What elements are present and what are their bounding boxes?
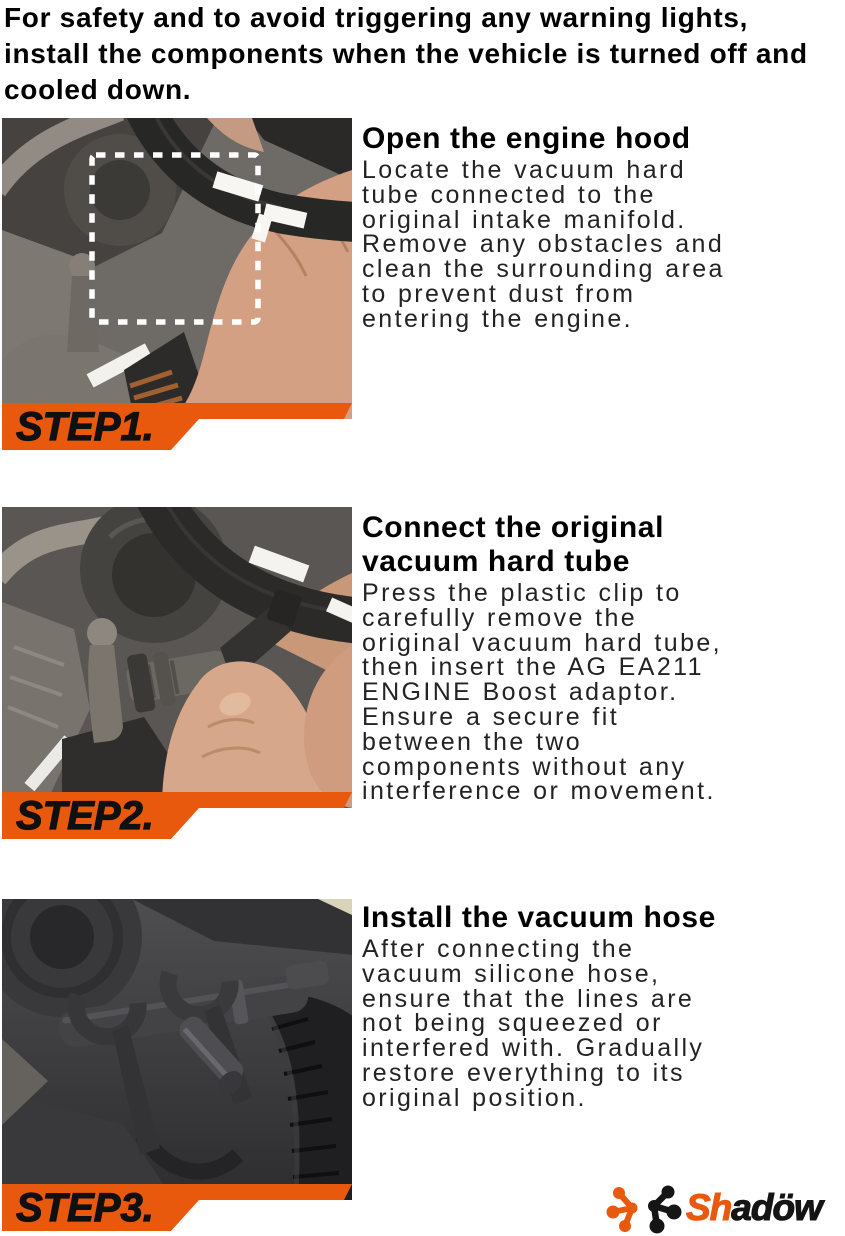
step3-banner xyxy=(2,1184,352,1231)
step1-photo-illustration xyxy=(2,118,352,419)
step2-photo xyxy=(2,507,352,808)
step3-title: Install the vacuum hose xyxy=(362,901,716,934)
step3-photo-illustration xyxy=(2,899,352,1200)
step2-body: Press the plastic clip to carefully remove the original vacuum hard tube, then insert the AG EA211 ENGINE Boost adaptor. Ensure a secure fit between the two components without any interference or movement. xyxy=(362,579,723,806)
brand-logo xyxy=(604,1182,844,1234)
step3-badge: STEP3. xyxy=(16,1186,154,1230)
step1-photo xyxy=(2,118,352,419)
step2-title: Connect the original vacuum hard tube xyxy=(362,511,665,578)
step1-badge: STEP1. xyxy=(16,405,154,449)
brand-logo-text-black: adöw xyxy=(731,1187,822,1228)
step1-title: Open the engine hood xyxy=(362,122,691,155)
brand-logo-text xyxy=(686,1182,822,1234)
step2-banner xyxy=(2,792,352,839)
brand-logo-text-orange: Sh xyxy=(686,1187,732,1228)
step1-text xyxy=(362,122,734,332)
step3-text xyxy=(362,901,734,1111)
step1-body: Locate the vacuum hard tube connected to the original intake manifold. Remove any obstacles and clean the surrounding area to prevent dust from entering the engine. xyxy=(362,156,725,333)
step2-photo-illustration xyxy=(2,507,352,808)
step1-banner xyxy=(2,403,352,450)
step3-photo xyxy=(2,899,352,1200)
step3-body: After connecting the vacuum silicone hose, ensure that the lines are not being squeezed or interfered with. Gradually restore everything to its original position. xyxy=(362,935,705,1112)
step2-text xyxy=(362,511,734,804)
safety-warning-text: For safety and to avoid triggering any warning lights, install the components when the vehicle is turned off and cooled down. xyxy=(4,2,808,105)
step2-badge: STEP2. xyxy=(16,794,154,838)
brand-logo-icon xyxy=(604,1182,686,1234)
